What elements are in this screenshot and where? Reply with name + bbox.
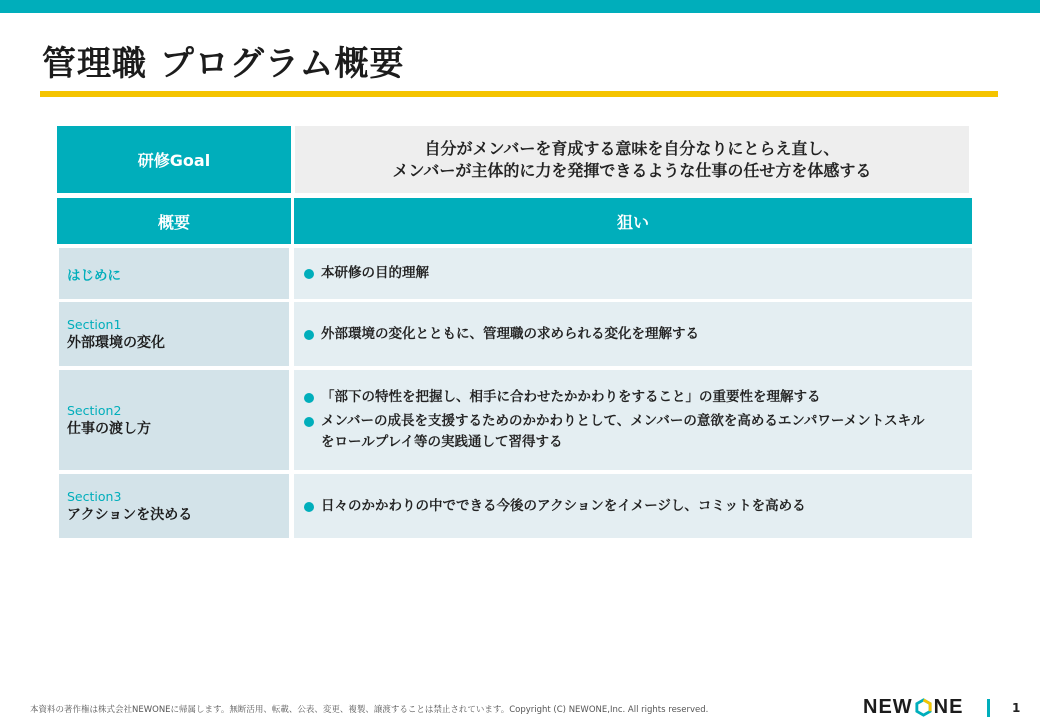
page-number: 1	[1012, 701, 1021, 715]
section-name: はじめに	[67, 267, 121, 284]
aim-text: 「部下の特性を把握し、相手に合わせたかかわりをすること」の重要性を理解する	[321, 389, 821, 405]
aim-text: 日々のかかわりの中でできる今後のアクションをイメージし、コミットを高める	[321, 497, 806, 514]
aim-text-line: をロールプレイ等の実践通して習得する	[321, 434, 563, 450]
aim-text: 外部環境の変化とともに、管理職の求められる変化を理解する	[321, 325, 699, 342]
aim-bullet	[304, 411, 972, 453]
row-section3-left	[59, 474, 289, 538]
page-title: 管理職 プログラム概要	[42, 44, 405, 84]
aim-bullet	[304, 387, 972, 408]
section-name: 外部環境の変化	[67, 334, 165, 351]
row-section1-right	[294, 302, 972, 366]
row-section3-right	[294, 474, 972, 538]
goal-text	[295, 126, 969, 193]
section-name: アクションを決める	[67, 506, 193, 523]
bullet-dot-icon	[304, 502, 314, 512]
aim-text-line: メンバーの成長を支援するためのかかわりとして、メンバーの意欲を高めるエンパワーメントスキル	[321, 413, 925, 429]
section-number: Section2	[67, 402, 122, 418]
logo-text-right: NE	[933, 696, 964, 718]
row-intro-right	[294, 248, 972, 299]
bullet-dot-icon	[304, 417, 314, 427]
bullet-dot-icon	[304, 393, 314, 403]
header-aim: 狙い	[294, 198, 972, 244]
newone-logo	[863, 696, 963, 719]
row-section2-right	[294, 370, 972, 470]
aim-bullet	[304, 263, 972, 284]
aim-bullet	[304, 324, 972, 345]
section-name: 仕事の渡し方	[67, 420, 151, 437]
row-intro-left	[59, 248, 289, 299]
bullet-dot-icon	[304, 269, 314, 279]
title-underline	[40, 91, 998, 97]
copyright-notice: 本資料の著作権は株式会社NEWONEに帰属します。無断活用、転載、公表、変更、複製、譲渡することは禁止されています。Copyright (C) NEWONE,Inc. All rights reserved.	[30, 705, 709, 715]
logo-text-left: NEW	[863, 696, 913, 718]
header-overview: 概要	[57, 198, 291, 244]
section-number: Section1	[67, 316, 122, 332]
aim-text	[321, 411, 924, 453]
bullet-dot-icon	[304, 330, 314, 340]
row-section1-left	[59, 302, 289, 366]
goal-text-line-2: メンバーが主体的に力を発揮できるような仕事の任せ方を体感する	[392, 160, 872, 180]
aim-text: 本研修の目的理解	[321, 265, 429, 281]
goal-text-line-1: 自分がメンバーを育成する意味を自分なりにとらえ直し、	[424, 138, 840, 158]
section-number: Section3	[67, 488, 122, 504]
logo-divider	[987, 699, 990, 717]
aim-bullet	[304, 496, 972, 517]
goal-label: 研修Goal	[57, 126, 291, 193]
logo-hexagon-icon	[914, 698, 933, 717]
row-section2-left	[59, 370, 289, 470]
top-accent-bar	[0, 0, 1040, 13]
